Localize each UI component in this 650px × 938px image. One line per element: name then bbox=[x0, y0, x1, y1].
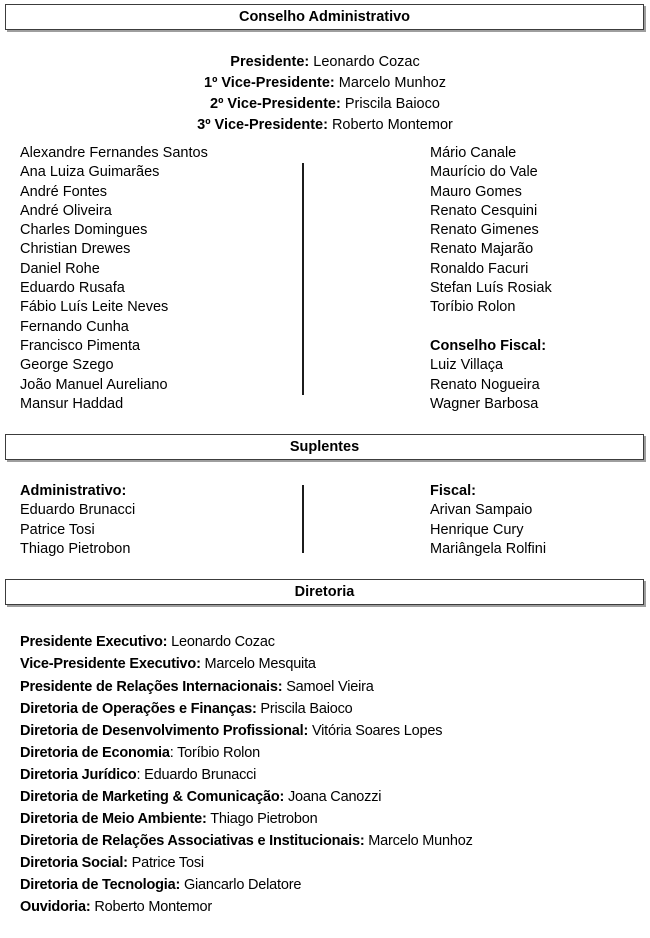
diretoria-holder-name: Marcelo Mesquita bbox=[200, 656, 316, 673]
fiscal-member-name: Luiz Villaça bbox=[430, 357, 504, 374]
board-member-name: George Szego bbox=[20, 357, 114, 374]
executive-role-label: 2º Vice-Presidente: bbox=[210, 96, 341, 112]
diretoria-row bbox=[20, 852, 650, 874]
board-member-name: Mansur Haddad bbox=[20, 395, 124, 412]
board-member-name: Francisco Pimenta bbox=[20, 337, 141, 354]
diretoria-row bbox=[20, 698, 650, 720]
board-member-name: Eduardo Rusafa bbox=[20, 280, 125, 297]
executive-role-label: 3º Vice-Presidente: bbox=[197, 117, 328, 133]
diretoria-role-label: Presidente Executivo: bbox=[20, 634, 168, 651]
diretoria-row bbox=[20, 676, 650, 698]
suplentes-fiscal-title: Fiscal: bbox=[430, 483, 476, 500]
board-member-name: Daniel Rohe bbox=[20, 260, 100, 277]
diretoria-role-label: Ouvidoria: bbox=[20, 899, 91, 916]
board-member-name: Renato Majarão bbox=[430, 241, 534, 258]
board-member-name: Christian Drewes bbox=[20, 241, 131, 258]
executive-row bbox=[0, 52, 650, 73]
diretoria-holder-name: Priscila Baioco bbox=[256, 700, 353, 717]
suplente-name: Mariângela Rolfini bbox=[430, 541, 547, 558]
board-member-name: Stefan Luís Rosiak bbox=[430, 280, 552, 297]
board-member-name: Fernando Cunha bbox=[20, 318, 129, 335]
diretoria-holder-name: Giancarlo Delatore bbox=[180, 877, 302, 894]
fiscal-member-name: Wagner Barbosa bbox=[430, 395, 539, 412]
conselho-left-column bbox=[20, 144, 430, 414]
section-header-conselho-administrativo bbox=[5, 4, 644, 30]
diretoria-holder-name: Samoel Vieira bbox=[282, 678, 374, 695]
executive-name: Marcelo Munhoz bbox=[334, 75, 446, 91]
diretoria-row bbox=[20, 896, 650, 918]
diretoria-role-label: Diretoria Jurídico bbox=[20, 766, 137, 783]
section-title: Conselho Administrativo bbox=[238, 9, 411, 25]
diretoria-row bbox=[20, 874, 650, 896]
suplentes-columns bbox=[0, 482, 650, 559]
board-member-name: Renato Cesquini bbox=[430, 202, 538, 219]
board-member-name: Toríbio Rolon bbox=[430, 299, 516, 316]
suplentes-fiscal-column bbox=[430, 482, 650, 559]
diretoria-holder-name: Marcelo Munhoz bbox=[364, 833, 473, 850]
suplente-name: Henrique Cury bbox=[430, 521, 524, 538]
diretoria-row bbox=[20, 808, 650, 830]
suplente-name: Eduardo Brunacci bbox=[20, 502, 136, 519]
section-title: Suplentes bbox=[289, 439, 360, 456]
board-member-name: Alexandre Fernandes Santos bbox=[20, 145, 208, 161]
column-divider bbox=[302, 163, 304, 395]
suplente-name: Patrice Tosi bbox=[20, 521, 95, 538]
diretoria-role-label: Diretoria de Economia bbox=[20, 744, 170, 761]
executive-role-label: 1º Vice-Presidente: bbox=[204, 75, 335, 91]
board-member-name: Mário Canale bbox=[430, 145, 517, 161]
diretoria-role-label: Diretoria de Meio Ambiente: bbox=[20, 811, 207, 828]
board-member-name: Charles Domingues bbox=[20, 222, 148, 239]
diretoria-role-label: Diretoria de Tecnologia: bbox=[20, 877, 181, 894]
conselho-right-column bbox=[430, 144, 650, 414]
executive-name: Priscila Baioco bbox=[340, 96, 440, 112]
diretoria-role-label: Diretoria de Operações e Finanças: bbox=[20, 700, 257, 717]
section-header-suplentes bbox=[5, 434, 644, 460]
diretoria-row bbox=[20, 631, 650, 653]
diretoria-role-label: Diretoria Social: bbox=[20, 855, 128, 872]
diretoria-row bbox=[20, 653, 650, 675]
diretoria-role-label: Presidente de Relações Internacionais: bbox=[20, 678, 283, 695]
diretoria-row bbox=[20, 764, 650, 786]
executive-role-label: Presidente: bbox=[230, 54, 310, 70]
diretoria-row bbox=[20, 720, 650, 742]
board-member-name: André Oliveira bbox=[20, 202, 112, 219]
diretoria-holder-name: : Eduardo Brunacci bbox=[136, 766, 257, 783]
board-member-name: Ana Luiza Guimarães bbox=[20, 164, 160, 181]
diretoria-holder-name: Vitória Soares Lopes bbox=[308, 722, 443, 739]
diretoria-row bbox=[20, 742, 650, 764]
conselho-columns bbox=[0, 144, 650, 414]
diretoria-row bbox=[20, 830, 650, 852]
board-member-name: Ronaldo Facuri bbox=[430, 260, 529, 277]
diretoria-role-label: Diretoria de Relações Associativas e Institucionais: bbox=[20, 833, 365, 850]
board-member-name: Maurício do Vale bbox=[430, 164, 538, 181]
diretoria-holder-name: : Toríbio Rolon bbox=[169, 744, 260, 761]
suplente-name: Arivan Sampaio bbox=[430, 502, 533, 519]
diretoria-row bbox=[20, 786, 650, 808]
diretoria-list bbox=[0, 631, 650, 918]
conselho-fiscal-title: Conselho Fiscal: bbox=[430, 337, 547, 354]
executive-row bbox=[0, 115, 650, 136]
executive-row bbox=[0, 73, 650, 94]
suplentes-administrativo-column bbox=[20, 482, 430, 559]
suplentes-administrativo-title: Administrativo: bbox=[20, 483, 127, 500]
section-title: Diretoria bbox=[294, 584, 355, 601]
diretoria-holder-name: Thiago Pietrobon bbox=[206, 811, 318, 828]
executive-name: Roberto Montemor bbox=[327, 117, 453, 133]
column-divider bbox=[302, 485, 304, 553]
diretoria-holder-name: Joana Canozzi bbox=[284, 789, 382, 805]
fiscal-member-name: Renato Nogueira bbox=[430, 376, 540, 393]
board-member-name: André Fontes bbox=[20, 183, 108, 200]
diretoria-role-label: Diretoria de Marketing & Comunicação: bbox=[20, 789, 285, 805]
diretoria-role-label: Vice-Presidente Executivo: bbox=[20, 656, 201, 673]
board-member-name: Renato Gimenes bbox=[430, 222, 539, 239]
diretoria-role-label: Diretoria de Desenvolvimento Profissional: bbox=[20, 722, 309, 739]
diretoria-holder-name: Leonardo Cozac bbox=[167, 634, 275, 651]
board-member-name: Mauro Gomes bbox=[430, 183, 522, 200]
blank-row bbox=[430, 318, 650, 337]
board-member-name: Fábio Luís Leite Neves bbox=[20, 299, 169, 316]
board-member-name: João Manuel Aureliano bbox=[20, 376, 168, 393]
diretoria-holder-name: Patrice Tosi bbox=[127, 855, 204, 872]
section-header-diretoria bbox=[5, 579, 644, 605]
executive-row bbox=[0, 94, 650, 115]
executive-name: Leonardo Cozac bbox=[309, 54, 420, 70]
diretoria-holder-name: Roberto Montemor bbox=[90, 899, 213, 916]
executives-block bbox=[0, 52, 650, 136]
suplente-name: Thiago Pietrobon bbox=[20, 541, 131, 558]
